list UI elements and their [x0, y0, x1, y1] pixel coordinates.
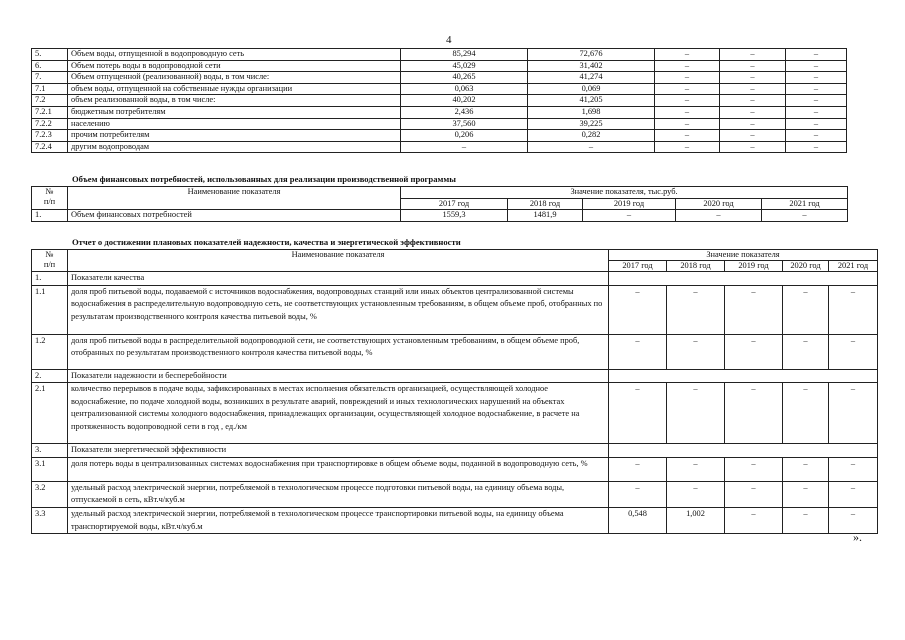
value-cell: 0,206	[401, 130, 528, 142]
value-cell: –	[786, 106, 847, 118]
value-cell: –	[829, 457, 878, 481]
row-name: удельный расход электрической энергии, потребляемой в технологическом процессе подготовки питьевой воды, на единицу объема воды, отпускаемой в сеть, кВт.ч/куб.м	[68, 481, 609, 507]
row-name: другим водопроводам	[68, 141, 401, 153]
value-cell: –	[655, 130, 720, 142]
section-filler	[609, 369, 878, 383]
row-number: 3.2	[32, 481, 68, 507]
value-cell: 37,560	[401, 118, 528, 130]
row-number: 2.	[32, 369, 68, 383]
row-name: населению	[68, 118, 401, 130]
value-cell: 0,063	[401, 83, 528, 95]
value-cell: 72,676	[528, 49, 655, 61]
year-header: 2021 год	[829, 261, 878, 272]
value-cell: 85,294	[401, 49, 528, 61]
table-row	[32, 507, 878, 533]
row-name: объем воды, отпущенной на собственные нужды организации	[68, 83, 401, 95]
value-cell: –	[655, 72, 720, 84]
value-cell: 45,029	[401, 60, 528, 72]
year-header: 2019 год	[583, 198, 676, 210]
value-cell: –	[720, 72, 786, 84]
value-cell: 0,548	[609, 507, 667, 533]
value-cell: –	[667, 334, 725, 369]
section-filler	[609, 272, 878, 286]
value-cell: –	[655, 106, 720, 118]
table-row	[32, 141, 847, 153]
value-cell: 1,698	[528, 106, 655, 118]
value-cell: –	[762, 210, 848, 222]
value-cell: 31,402	[528, 60, 655, 72]
value-cell: –	[783, 457, 829, 481]
table-row	[32, 106, 847, 118]
row-number: 1.	[32, 210, 68, 222]
table-row	[32, 457, 878, 481]
year-header: 2020 год	[676, 198, 762, 210]
value-cell: –	[786, 49, 847, 61]
section-filler	[609, 444, 878, 458]
value-cell: –	[829, 481, 878, 507]
value-cell: –	[725, 457, 783, 481]
closing-quote-mark: ».	[853, 530, 862, 544]
year-header: 2019 год	[725, 261, 783, 272]
value-cell: 40,202	[401, 95, 528, 107]
value-cell: –	[786, 130, 847, 142]
table-row	[32, 383, 878, 444]
value-cell: –	[720, 95, 786, 107]
table-row	[32, 334, 878, 369]
row-number: 7.2.3	[32, 130, 68, 142]
value-cell: –	[609, 481, 667, 507]
year-header: 2020 год	[783, 261, 829, 272]
value-cell: –	[783, 481, 829, 507]
value-cell: 39,225	[528, 118, 655, 130]
row-name: удельный расход электрической энергии, потребляемой в технологическом процессе транспортировки питьевой воды, на единицу объема транспортируемой воды, кВт.ч/куб.м	[68, 507, 609, 533]
value-cell: –	[725, 383, 783, 444]
section-row-reliability	[32, 369, 878, 383]
year-header: 2018 год	[667, 261, 725, 272]
value-cell: –	[783, 334, 829, 369]
col-num-header: № п/п	[32, 250, 68, 272]
section-name: Показатели качества	[68, 272, 609, 286]
table-row	[32, 60, 847, 72]
value-cell: –	[786, 95, 847, 107]
value-cell: –	[655, 83, 720, 95]
row-name: Объем воды, отпущенной в водопроводную сеть	[68, 49, 401, 61]
value-cell: –	[720, 106, 786, 118]
value-cell: –	[786, 72, 847, 84]
water-volume-table	[31, 48, 847, 153]
row-number: 1.1	[32, 285, 68, 334]
row-name: доля потерь воды в централизованных системах водоснабжения при транспортировке в общем объеме воды, поданной в водопроводную сеть, %	[68, 457, 609, 481]
row-number: 7.2.2	[32, 118, 68, 130]
value-cell: –	[655, 95, 720, 107]
value-cell: –	[667, 481, 725, 507]
value-cell: 0,069	[528, 83, 655, 95]
value-cell: –	[783, 507, 829, 533]
indicators-report-title: Отчет о достижении плановых показателей надежности, качества и энергетической эффективности	[72, 237, 461, 247]
value-cell: –	[655, 49, 720, 61]
row-number: 5.	[32, 49, 68, 61]
row-number: 7.2.4	[32, 141, 68, 153]
value-cell: –	[655, 118, 720, 130]
row-number: 7.2	[32, 95, 68, 107]
row-number: 6.	[32, 60, 68, 72]
row-number: 3.3	[32, 507, 68, 533]
value-cell: –	[725, 285, 783, 334]
row-number: 1.	[32, 272, 68, 286]
financial-needs-table	[31, 186, 848, 222]
value-cell: –	[786, 141, 847, 153]
value-cell: –	[720, 83, 786, 95]
col-name-header: Наименование показателя	[68, 250, 609, 272]
row-number: 7.1	[32, 83, 68, 95]
value-cell: –	[829, 285, 878, 334]
row-number: 2.1	[32, 383, 68, 444]
row-name: количество перерывов в подаче воды, зафиксированных в местах исполнения обязательств организацией, осуществляющей холодное водоснабжение, по подаче холодной воды, возникших в результате аварий, повреждений и иных технологических нарушений на объектах централизованной системы холодного водоснабжения, принадлежащих организации, осуществляющей холодное водоснабжение, в расчете на протяженность водопроводной сети в год , ед./км	[68, 383, 609, 444]
value-cell: –	[829, 383, 878, 444]
value-cell: 41,205	[528, 95, 655, 107]
table-row	[32, 118, 847, 130]
row-number: 1.2	[32, 334, 68, 369]
value-cell: –	[583, 210, 676, 222]
row-name: Объем отпущенной (реализованной) воды, в том числе:	[68, 72, 401, 84]
section-row-energy	[32, 444, 878, 458]
row-name: Объем потерь воды в водопроводной сети	[68, 60, 401, 72]
row-name: прочим потребителям	[68, 130, 401, 142]
value-cell: –	[783, 285, 829, 334]
table-header-row	[32, 187, 848, 199]
indicators-report-table	[31, 249, 878, 534]
value-cell: –	[609, 285, 667, 334]
value-cell: –	[725, 481, 783, 507]
financial-needs-title: Объем финансовых потребностей, использованных для реализации производственной программы	[72, 174, 456, 184]
col-value-header: Значение показателя	[609, 250, 878, 261]
col-value-header: Значение показателя, тыс.руб.	[401, 187, 848, 199]
value-cell: –	[720, 60, 786, 72]
value-cell: –	[609, 457, 667, 481]
col-num-header: № п/п	[32, 187, 68, 210]
row-name: доля проб питьевой воды, подаваемой с источников водоснабжения, водопроводных станций или иных объектов централизованной системы водоснабжения в распределительную водопроводную сеть, не соответствующих установленным требованиям, в общем объеме проб, отобранных по результатам производственного контроля качества питьевой воды, %	[68, 285, 609, 334]
table-header-row	[32, 250, 878, 261]
section-row-quality	[32, 272, 878, 286]
section-name: Показатели надежности и бесперебойности	[68, 369, 609, 383]
value-cell: –	[655, 141, 720, 153]
value-cell: –	[655, 60, 720, 72]
value-cell: –	[667, 383, 725, 444]
value-cell: 2,436	[401, 106, 528, 118]
value-cell: –	[667, 457, 725, 481]
value-cell: –	[720, 130, 786, 142]
table-row	[32, 49, 847, 61]
row-number: 7.	[32, 72, 68, 84]
value-cell: –	[786, 118, 847, 130]
value-cell: –	[786, 60, 847, 72]
row-number: 3.	[32, 444, 68, 458]
year-header: 2017 год	[401, 198, 508, 210]
col-name-header: Наименование показателя	[68, 187, 401, 210]
row-number: 7.2.1	[32, 106, 68, 118]
table-row	[32, 130, 847, 142]
value-cell: –	[829, 334, 878, 369]
value-cell: –	[786, 83, 847, 95]
value-cell: 40,265	[401, 72, 528, 84]
table-row	[32, 481, 878, 507]
value-cell: –	[725, 507, 783, 533]
year-header: 2021 год	[762, 198, 848, 210]
section-name: Показатели энергетической эффективности	[68, 444, 609, 458]
value-cell: 1481,9	[508, 210, 583, 222]
value-cell: 1559,3	[401, 210, 508, 222]
year-header: 2018 год	[508, 198, 583, 210]
value-cell: –	[725, 334, 783, 369]
table-row	[32, 95, 847, 107]
value-cell: –	[720, 49, 786, 61]
value-cell: –	[720, 141, 786, 153]
value-cell: –	[720, 118, 786, 130]
value-cell: –	[829, 507, 878, 533]
row-name: бюджетным потребителям	[68, 106, 401, 118]
table-row	[32, 83, 847, 95]
value-cell: –	[609, 383, 667, 444]
value-cell: 1,002	[667, 507, 725, 533]
row-name: доля проб питьевой воды в распределительной водопроводной сети, не соответствующих установленным требованиям, в общем объеме проб, отобранных по результатам производственного контроля качества питьевой воды, %	[68, 334, 609, 369]
value-cell: 0,282	[528, 130, 655, 142]
value-cell: –	[676, 210, 762, 222]
row-name: Объем финансовых потребностей	[68, 210, 401, 222]
value-cell: –	[783, 383, 829, 444]
page-number: 4	[446, 34, 452, 46]
table-row	[32, 72, 847, 84]
year-header: 2017 год	[609, 261, 667, 272]
table-row	[32, 285, 878, 334]
value-cell: 41,274	[528, 72, 655, 84]
value-cell: –	[401, 141, 528, 153]
row-name: объем реализованной воды, в том числе:	[68, 95, 401, 107]
table-row	[32, 210, 848, 222]
row-number: 3.1	[32, 457, 68, 481]
value-cell: –	[609, 334, 667, 369]
value-cell: –	[528, 141, 655, 153]
value-cell: –	[667, 285, 725, 334]
